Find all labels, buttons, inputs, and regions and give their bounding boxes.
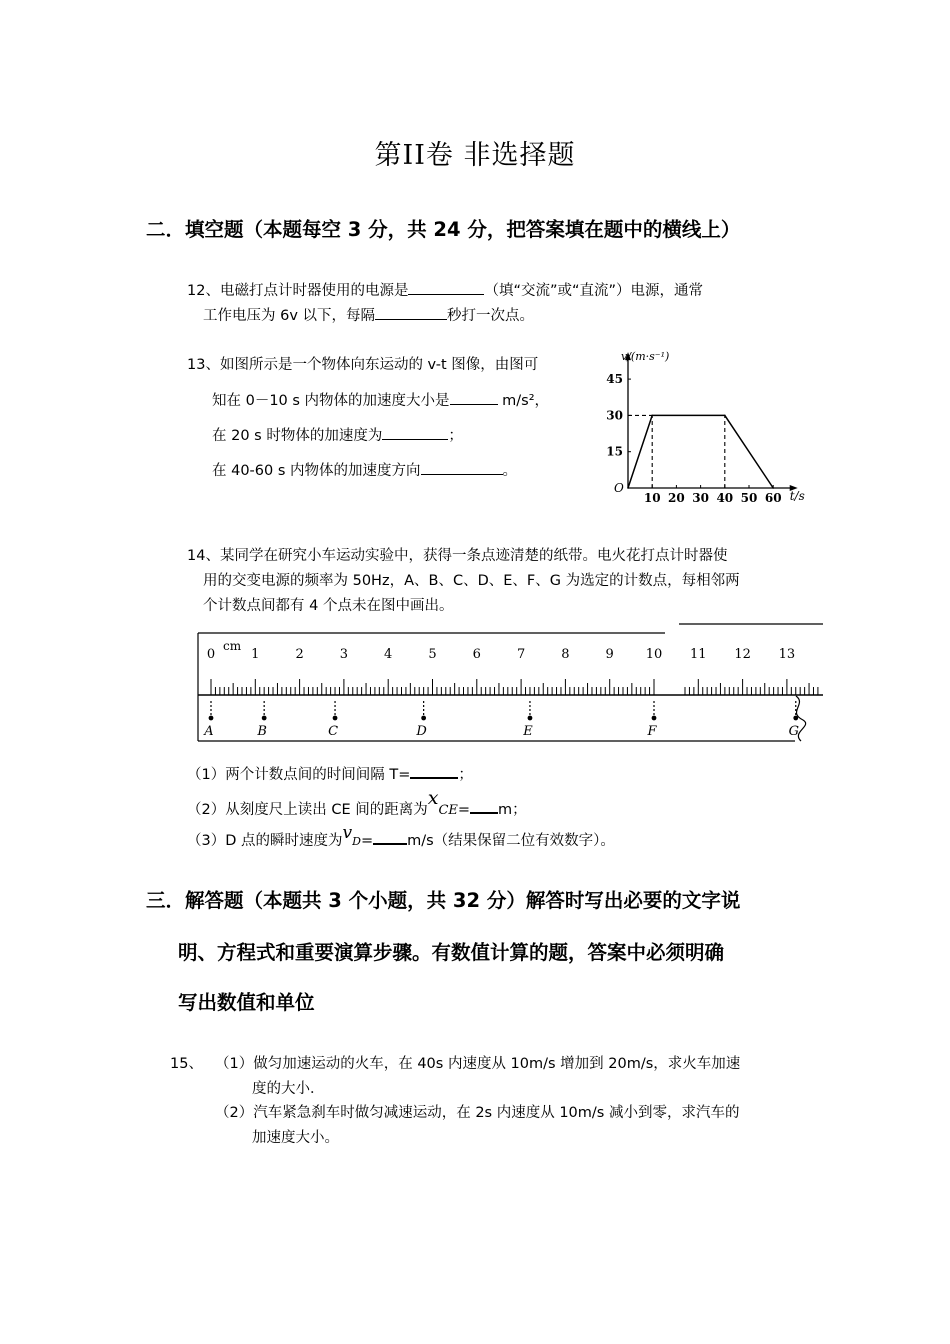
count-point [209,716,214,721]
q12-text-a: 12、电磁打点计时器使用的电源是 [187,283,409,299]
q14-sub3-text: （3）D 点的瞬时速度为 [187,833,343,849]
q13-text-f: 。 [502,463,518,479]
q12-line1 [187,279,703,300]
section2-heading: 二．填空题（本题每空 3 分，共 24 分，把答案填在题中的横线上） [146,218,741,241]
count-point [652,716,657,721]
q14-xce-var: x [427,787,439,809]
q14-line2: 用的交变电源的频率为 50Hz，A、B、C、D、E、F、G 为选定的计数点，每相邻两 [203,573,740,589]
ruler-number: 2 [295,647,304,662]
q14-line3: 个计数点间都有 4 个点未在图中画出。 [203,598,454,614]
q14-sub2-eq: = [457,802,471,818]
q14-sub1-end: ； [458,767,473,783]
q14-sub2-text: （2）从刻度尺上读出 CE 间的距离为 [187,802,428,818]
q14-sub3-unit: m/s（结果保留二位有效数字）。 [407,833,615,849]
q12-text-c: 工作电压为 6v 以下，每隔 [203,308,376,324]
q14-sub3 [187,823,615,850]
q12-text-b: （填“交流”或“直流”）电源，通常 [484,283,703,299]
q14-sub1-text: （1）两个计数点间的时间间隔 T= [187,767,411,783]
y-tick-label: 15 [606,444,623,459]
y-tick-label: 30 [606,408,623,423]
q14-sub2-unit: m； [498,802,527,818]
ruler-unit: cm [223,639,242,653]
q14-line1: 14、某同学在研究小车运动实验中，获得一条点迹清楚的纸带。电火花打点计时器使 [187,548,728,564]
ruler-number: 1 [251,647,260,662]
q15-part1-line1: （1）做匀加速运动的火车，在 40s 内速度从 10m/s 增加到 20m/s，求火车加速 [215,1056,741,1072]
q13-line3 [212,424,463,445]
section3-line2: 明、方程式和重要演算步骤。有数值计算的题，答案中必须明确 [178,941,725,964]
q14-blank-xce[interactable] [470,798,498,814]
y-axis-label: v/(m·s⁻¹) [621,350,670,364]
q15-part2-line2: 加速度大小。 [252,1130,339,1146]
q14-sub1 [187,763,473,784]
q15-part1-line2: 度的大小． [252,1081,325,1097]
count-point [262,716,267,721]
q15-part2-line1: （2）汽车紧急刹车时做匀减速运动，在 2s 内速度从 10m/s 减小到零，求汽车的 [215,1105,740,1121]
x-tick-label: 40 [716,491,734,505]
ruler-number: 3 [339,647,349,662]
q14-vd-var: v [342,823,353,843]
q12-blank-1[interactable] [408,280,484,295]
ruler-number: 4 [384,647,393,662]
q14-xce-sub: CE [438,803,458,818]
count-point [421,716,426,721]
q13-text-a: 知在 0－10 s 内物体的加速度大小是 [212,393,450,409]
x-tick-label: 10 [643,491,661,505]
ruler-number: 0 [206,647,216,662]
q12-blank-2[interactable] [375,305,447,320]
q14-blank-T[interactable] [410,763,458,779]
x-axis-label: t/s [789,489,805,503]
ruler-number: 9 [605,647,614,662]
ruler-tape-figure [195,620,830,750]
ruler-number: 7 [516,647,526,662]
count-point-label: E [523,724,533,739]
ruler-number: 5 [428,647,437,662]
count-point-label: D [416,724,427,739]
ruler-number: 6 [472,647,481,662]
count-point-label: B [257,724,267,739]
q13-blank-2[interactable] [382,425,448,440]
x-tick-label: 20 [668,491,685,505]
count-point-label: G [788,724,799,739]
origin-label: O [614,481,624,495]
series-v-point [651,415,653,417]
vt-chart [590,350,810,505]
q13-text-d: ； [448,428,463,444]
q13-text-b: m/s²， [497,393,550,409]
q13-blank-1[interactable] [450,390,498,405]
series-v-line [628,415,773,488]
q13-line2 [212,389,549,410]
y-tick-label: 45 [606,372,623,387]
ruler-number: 11 [690,647,707,662]
x-tick-label: 50 [740,491,758,505]
x-tick-label: 30 [692,491,709,505]
ruler-number: 13 [778,647,796,662]
ruler-number: 12 [734,647,751,662]
q13-text-c: 在 20 s 时物体的加速度为 [212,428,383,444]
x-tick-label: 60 [764,491,782,505]
page-title: 第II卷 非选择题 [374,140,576,171]
section3-line3: 写出数值和单位 [178,991,315,1014]
q12-line2 [203,304,534,325]
ruler-number: 10 [645,647,663,662]
q12-text-d: 秒打一次点。 [447,308,535,324]
section3-line1: 三．解答题（本题共 3 个小题，共 32 分）解答时写出必要的文字说 [146,889,741,912]
q13-blank-3[interactable] [421,460,503,475]
count-point [528,716,533,721]
q15-number: 15、 [170,1056,203,1072]
count-point-label: A [204,724,214,739]
series-v-point [627,487,629,489]
count-point-label: C [328,724,339,739]
q13-line4 [212,459,517,480]
series-v-point [772,487,774,489]
q14-sub2 [187,787,527,819]
count-point-label: F [647,724,657,739]
q14-sub3-eq: = [360,833,374,849]
ruler-number: 8 [561,647,570,662]
q13-text-e: 在 40-60 s 内物体的加速度方向 [212,463,421,479]
q14-vd-sub: D [352,835,361,848]
q13-line1: 13、如图所示是一个物体向东运动的 v-t 图像，由图可 [187,357,539,373]
count-point [333,716,338,721]
q14-blank-vd[interactable] [373,829,407,845]
series-v-point [724,415,726,417]
